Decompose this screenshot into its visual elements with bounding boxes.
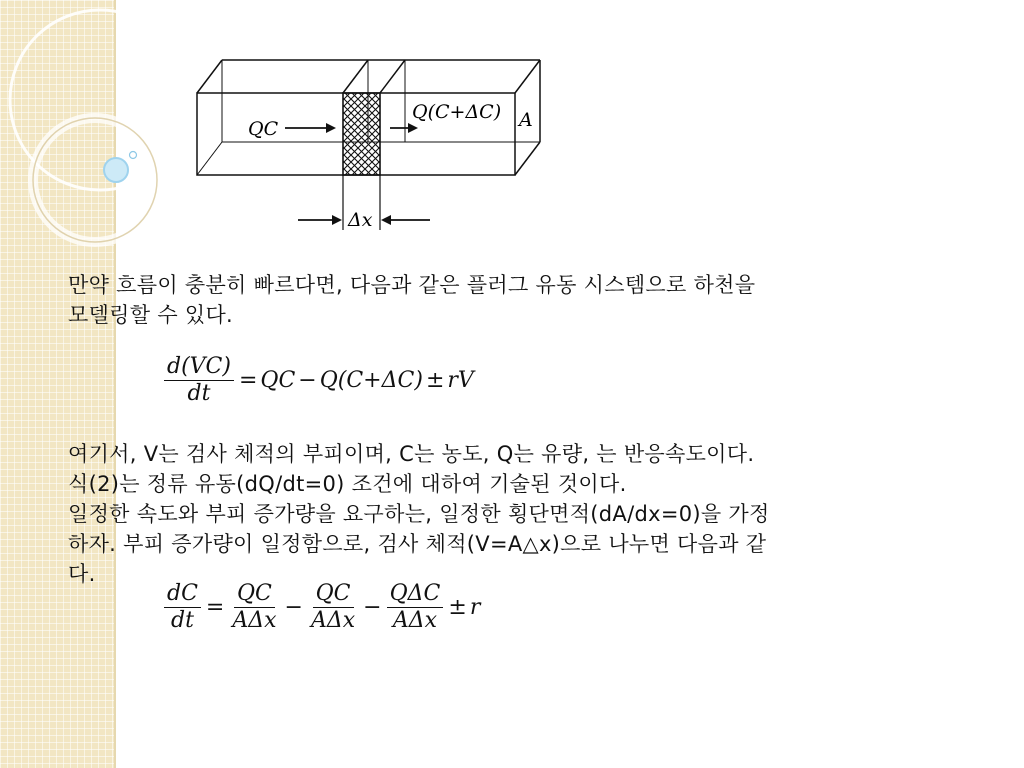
- eq2-fraction-2-numerator: QC: [313, 582, 354, 608]
- eq2-fraction-2: [308, 582, 358, 633]
- eq1-lhs-denominator: dt: [187, 381, 211, 406]
- eq2-fraction-1-denominator: AΔx: [232, 608, 277, 633]
- eq2-minus-1: −: [284, 595, 303, 620]
- eq2-equals: =: [205, 595, 225, 620]
- eq1-reaction-term: rV: [447, 368, 474, 393]
- intro-paragraph: [68, 270, 928, 330]
- eq2-reaction-term: r: [469, 595, 481, 620]
- intro-line-2: 모델링할 수 있다.: [68, 303, 234, 327]
- inflow-label: QC: [248, 118, 279, 140]
- slice-top-left: [343, 60, 368, 93]
- intro-line-1: 만약 흐름이 충분히 빠르다면, 다음과 같은 플러그 유동 시스템으로 하천을: [68, 273, 756, 297]
- cross-section-area-label: A: [519, 109, 533, 131]
- eq2-minus-2: −: [363, 595, 382, 620]
- eq1-lhs-numerator: d(VC): [164, 355, 234, 381]
- eq2-fraction-3-denominator: AΔx: [392, 608, 438, 633]
- slice-dimension-arrowhead-left: [332, 215, 342, 225]
- eq2-lhs-numerator: dC: [164, 582, 201, 608]
- decorative-grid-strip: [0, 0, 116, 768]
- eq2-lhs-denominator: dt: [170, 608, 194, 633]
- eq2-fraction-1: [229, 582, 279, 633]
- explanation-line-2: 식(2)는 정류 유동(dQ/dt=0) 조건에 대하여 기술된 것이다.: [68, 472, 627, 496]
- eq1-equals: =: [238, 368, 258, 393]
- outflow-label: Q(C+ΔC): [412, 101, 502, 123]
- eq2-fraction-3: [387, 582, 444, 633]
- explanation-paragraph: [68, 439, 928, 589]
- eq1-lhs-fraction: [164, 355, 234, 406]
- eq2-fraction-1-numerator: QC: [234, 582, 275, 608]
- channel-hidden-corner: [197, 142, 222, 175]
- eq2-lhs-fraction: [164, 582, 201, 633]
- inflow-arrowhead: [326, 123, 336, 133]
- explanation-line-4: 하자. 부피 증가량이 일정함으로, 검사 체적(V=A△x)으로 나누면 다음과 같: [68, 532, 767, 556]
- explanation-line-5: 다.: [68, 562, 96, 586]
- eq1-inflow-term: QC: [260, 368, 296, 393]
- eq2-fraction-2-denominator: AΔx: [310, 608, 356, 633]
- mass-balance-equation: [162, 355, 474, 406]
- channel-top-left-edge: [197, 60, 222, 93]
- decor-bubble-small: [130, 152, 137, 159]
- eq1-plus-minus: ±: [425, 368, 445, 393]
- normalized-equation: [162, 582, 480, 633]
- explanation-line-3: 일정한 속도와 부피 증가량을 요구하는, 일정한 횡단면적(dA/dx=0)을 가정: [68, 502, 770, 526]
- control-volume-slice: [343, 93, 380, 175]
- eq2-fraction-3-numerator: QΔC: [387, 582, 444, 608]
- eq2-plus-minus: ±: [448, 595, 467, 620]
- explanation-line-1: 여기서, V는 검사 체적의 부피이며, C는 농도, Q는 유량, 는 반응속도이다.: [68, 442, 755, 466]
- slice-dimension-arrowhead-right: [381, 215, 391, 225]
- eq1-minus: −: [298, 368, 317, 393]
- slice-width-label: Δx: [348, 209, 373, 231]
- plug-flow-diagram: [190, 50, 550, 240]
- channel-top-right-edge: [515, 60, 540, 93]
- eq1-outflow-term: Q(C+ΔC): [319, 368, 423, 393]
- outflow-arrowhead: [408, 123, 418, 133]
- slice-top-right: [380, 60, 405, 93]
- channel-bottom-right-edge: [515, 142, 540, 175]
